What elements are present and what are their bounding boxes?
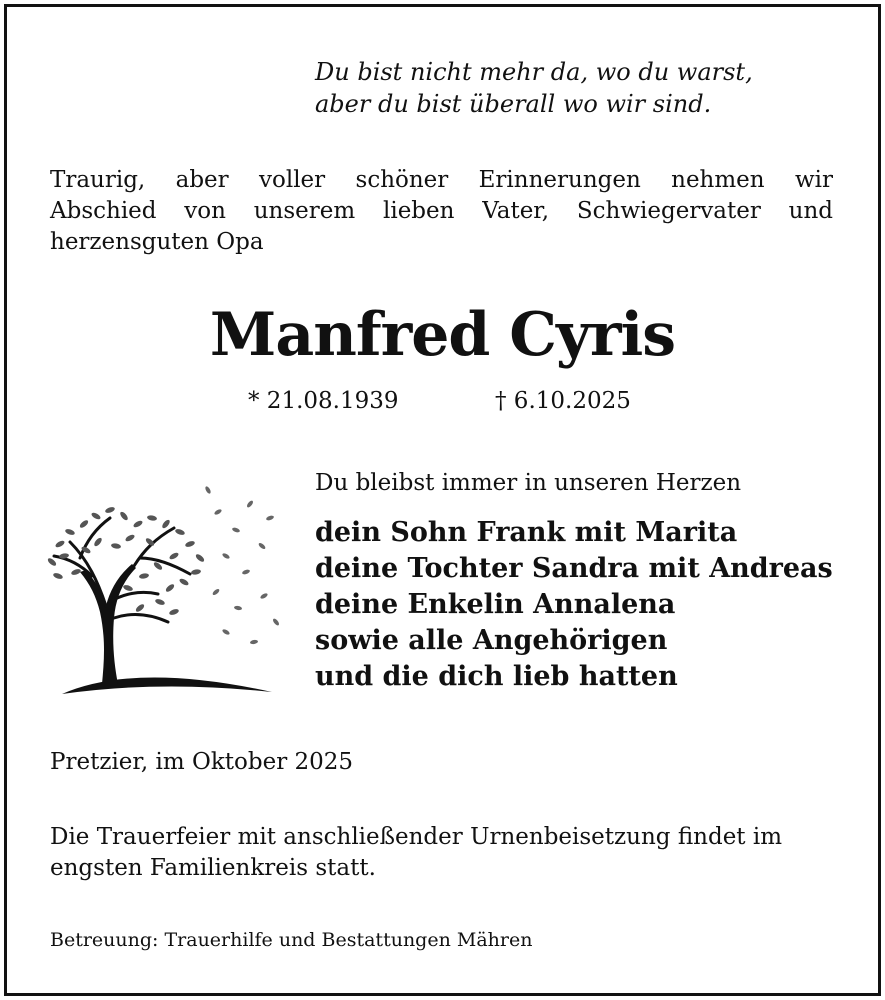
mourner-line-2: deine Tochter Sandra mit Andreas xyxy=(315,553,833,584)
intro-line-1: Traurig, aber voller schöner Erinnerungen nehmen wir xyxy=(50,167,833,193)
birth-date: * 21.08.1939 xyxy=(248,388,399,414)
mourner-line-5: und die dich lieb hatten xyxy=(315,661,678,692)
subtitle: Du bleibst immer in unseren Herzen xyxy=(315,470,742,496)
tree-in-wind-icon xyxy=(40,472,290,702)
motto-line-2: aber du bist überall wo wir sind. xyxy=(315,90,712,118)
death-date: † 6.10.2025 xyxy=(495,388,631,414)
intro-line-3: herzensguten Opa xyxy=(50,229,264,255)
mourner-line-4: sowie alle Angehörigen xyxy=(315,625,668,656)
motto-line-1: Du bist nicht mehr da, wo du warst, xyxy=(315,58,753,86)
intro-text xyxy=(50,165,833,258)
deceased-name: Manfred Cyris xyxy=(209,300,676,370)
funeral-info xyxy=(50,822,782,884)
mourner-line-1: dein Sohn Frank mit Marita xyxy=(315,517,738,548)
undertaker-credit: Betreuung: Trauerhilfe und Bestattungen Mähren xyxy=(50,929,533,951)
intro-line-2: Abschied von unserem lieben Vater, Schwiegervater und xyxy=(50,198,833,224)
funeral-info-line-1: Die Trauerfeier mit anschließender Urnenbeisetzung findet im xyxy=(50,824,783,850)
funeral-info-line-2: engsten Familienkreis statt. xyxy=(50,855,376,881)
place-and-date: Pretzier, im Oktober 2025 xyxy=(50,749,354,775)
mourner-line-3: deine Enkelin Annalena xyxy=(315,589,676,620)
